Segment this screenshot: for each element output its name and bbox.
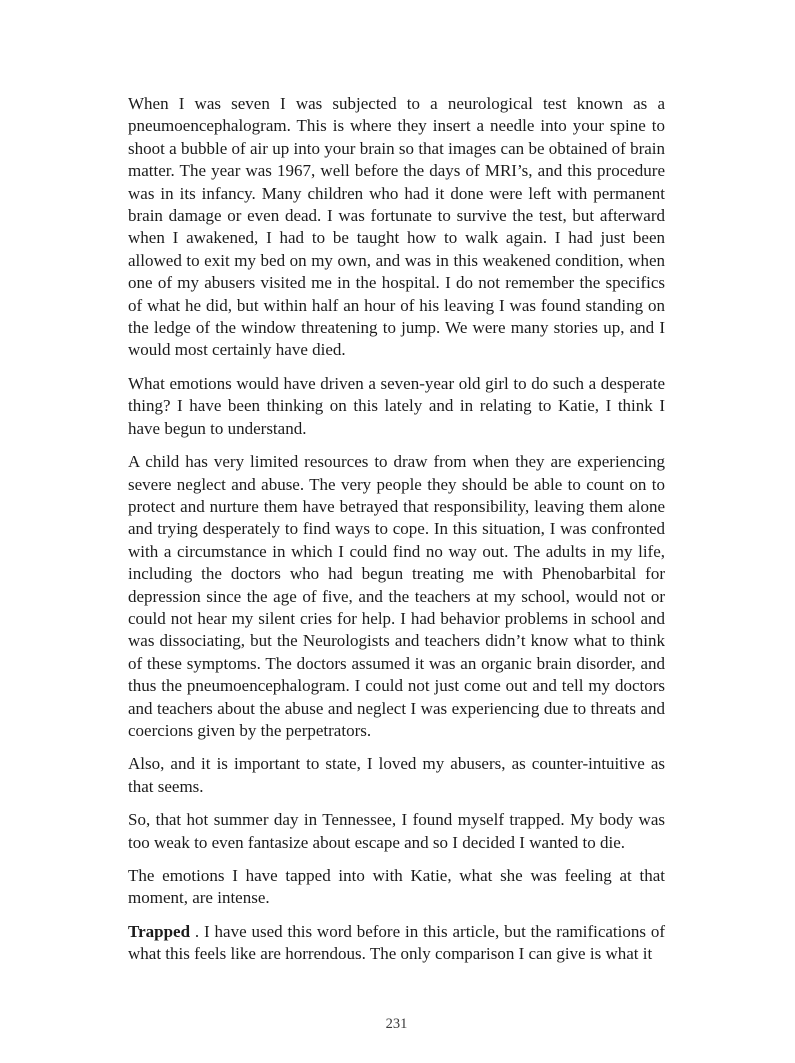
paragraph: What emotions would have driven a seven-year old girl to do such a desperate thing? I have been thinking on this lately and in relating to Katie, I think I have begun to understand. — [128, 373, 665, 438]
paragraph: Trapped . I have used this word before in this article, but the ramifications of what this feels like are horrendous. The only comparison I can give is what it — [128, 921, 665, 964]
paragraph: The emotions I have tapped into with Katie, what she was feeling at that moment, are intense. — [128, 866, 665, 908]
paragraph: Also, and it is important to state, I loved my abusers, as counter-intuitive as that seems. — [128, 754, 665, 796]
paragraph: When I was seven I was subjected to a neurological test known as a pneumoencephalogram. This is where they insert a needle into your spine to shoot a bubble of air up into your brain so that images can be obtained of brain matter. The year was 1967, well before the days of MRI’s, and this procedure was in its infancy. Many children who had it done were left with permanent brain damage or even dead. I was fortunate to survive the test, but afterward when I awakened, I had to be taught how to walk again. I had just been allowed to exit my bed on my own, and was in this weakened condition, when one of my abusers visited me in the hospital. I do not remember the specifics of what he did, but within half an hour of his leaving I was found standing on the ledge of the window threatening to jump. We were many stories up, and I would most certainly have died. — [128, 94, 665, 360]
paragraph: A child has very limited resources to draw from when they are experiencing severe neglect and abuse. The very people they should be able to count on to protect and nurture them have betrayed that responsibility, leaving them alone and trying desperately to find ways to cope. In this situation, I was confronted with a circumstance in which I could find no way out. The adults in my life, including the doctors who had begun treating me with Phenobarbital for depression since the age of five, and the teachers at my school, would not or could not hear my silent cries for help. I had behavior problems in school and was dissociating, but the Neurologists and teachers didn’t know what to think of these symptoms. The doctors assumed it was an organic brain disorder, and thus the pneumoencephalogram. I could not just come out and tell my doctors and teachers about the abuse and neglect I was experiencing due to threats and coercions given by the perpetrators. — [128, 452, 665, 740]
page-number: 231 — [385, 1016, 408, 1032]
bold-lead-word: Trapped — [128, 921, 191, 941]
body-text — [128, 93, 665, 977]
paragraph: So, that hot summer day in Tennessee, I found myself trapped. My body was too weak to even fantasize about escape and so I decided I wanted to die. — [128, 810, 665, 852]
